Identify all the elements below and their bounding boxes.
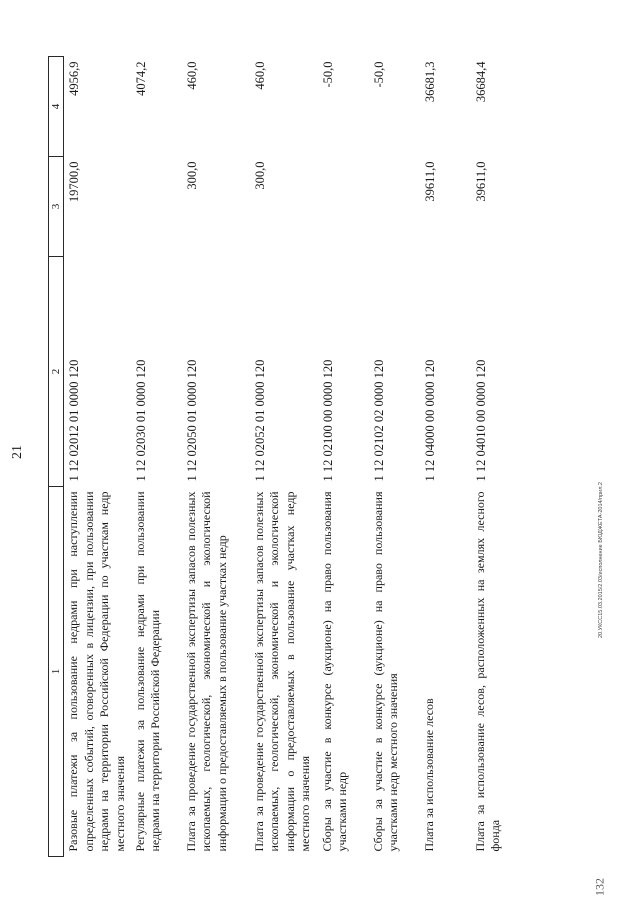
fact-value-cell: 36681,3	[422, 61, 437, 103]
fact-value-cell: 4074,2	[133, 61, 148, 96]
table-row	[318, 57, 369, 857]
plan-value-cell: 300,0	[252, 161, 267, 190]
table-row	[250, 57, 318, 857]
income-name-cell: Плата за проведение государственной экспертизы запасов полезных ископаемых, геологической, экономической и экологической информации о предоставляемых в пользование участках недр	[183, 491, 229, 852]
column-header-3: 3	[49, 157, 64, 257]
income-name-cell: Плата за использование лесов	[421, 698, 436, 852]
income-name-cell: Сборы за участие в конкурсе (аукционе) на право пользования участками недр местного значения	[370, 491, 401, 852]
table-row	[420, 57, 471, 857]
column-header-1: 1	[49, 487, 64, 857]
table-row	[64, 57, 131, 857]
income-name-cell: Регулярные платежи за пользование недрами при пользовании недрами на территории Российской Федерации	[132, 491, 163, 852]
file-path-stamp: 20.УКСС15.03.2015/2.03/исполнение БЮДЖЕТА-2014/прил.2	[598, 482, 604, 638]
budget-code-cell: 1 12 02052 01 0000 120	[252, 359, 267, 482]
budget-table	[48, 56, 522, 857]
fact-value-cell: 4956,9	[67, 61, 82, 96]
column-header-4: 4	[49, 57, 64, 157]
bottom-page-number: 132	[592, 878, 607, 896]
budget-code-cell: 1 12 02030 01 0000 120	[133, 359, 148, 482]
budget-code-cell: 1 12 04010 00 0000 120	[473, 359, 488, 482]
budget-code-cell: 1 12 02100 00 0000 120	[320, 359, 335, 482]
table-row	[471, 57, 522, 857]
income-name-cell: Плата за проведение государственной экспертизы запасов полезных ископаемых, геологической, экономической и экологической информации о предоставляемых в пользование участках недр местного значения	[251, 491, 313, 852]
budget-code-cell: 1 12 04000 00 0000 120	[422, 359, 437, 482]
plan-value-cell: 300,0	[184, 161, 199, 190]
fact-value-cell: -50,0	[320, 61, 335, 88]
fact-value-cell: 36684,4	[473, 61, 488, 103]
plan-value-cell	[131, 157, 182, 257]
plan-value-cell: 39611,0	[422, 161, 437, 202]
fact-value-cell: 460,0	[184, 61, 199, 90]
table-row	[369, 57, 420, 857]
plan-value-cell	[369, 157, 420, 257]
rotated-page-content	[48, 57, 588, 857]
income-name-cell: Сборы за участие в конкурсе (аукционе) на право пользования участками недр	[319, 491, 350, 852]
page-number: 21	[10, 445, 25, 459]
plan-value-cell	[318, 157, 369, 257]
budget-code-cell: 1 12 02012 01 0000 120	[67, 359, 82, 482]
budget-code-cell: 1 12 02050 01 0000 120	[184, 359, 199, 482]
budget-code-cell: 1 12 02102 02 0000 120	[371, 359, 386, 482]
fact-value-cell: -50,0	[371, 61, 386, 88]
fact-value-cell: 460,0	[252, 61, 267, 90]
column-header-2: 2	[49, 257, 64, 487]
plan-value-cell: 39611,0	[473, 161, 488, 202]
table-header-row	[49, 57, 64, 857]
plan-value-cell: 19700,0	[67, 161, 82, 203]
table-row	[182, 57, 250, 857]
income-name-cell: Разовые платежи за пользование недрами при наступлении определенных событий, оговоренных в лицензии, при пользовании недрами на территории Российской Федерации по участкам недр местного значения	[66, 491, 128, 852]
table-row	[131, 57, 182, 857]
income-name-cell: Плата за использование лесов, расположенных на землях лесного фонда	[472, 491, 503, 852]
